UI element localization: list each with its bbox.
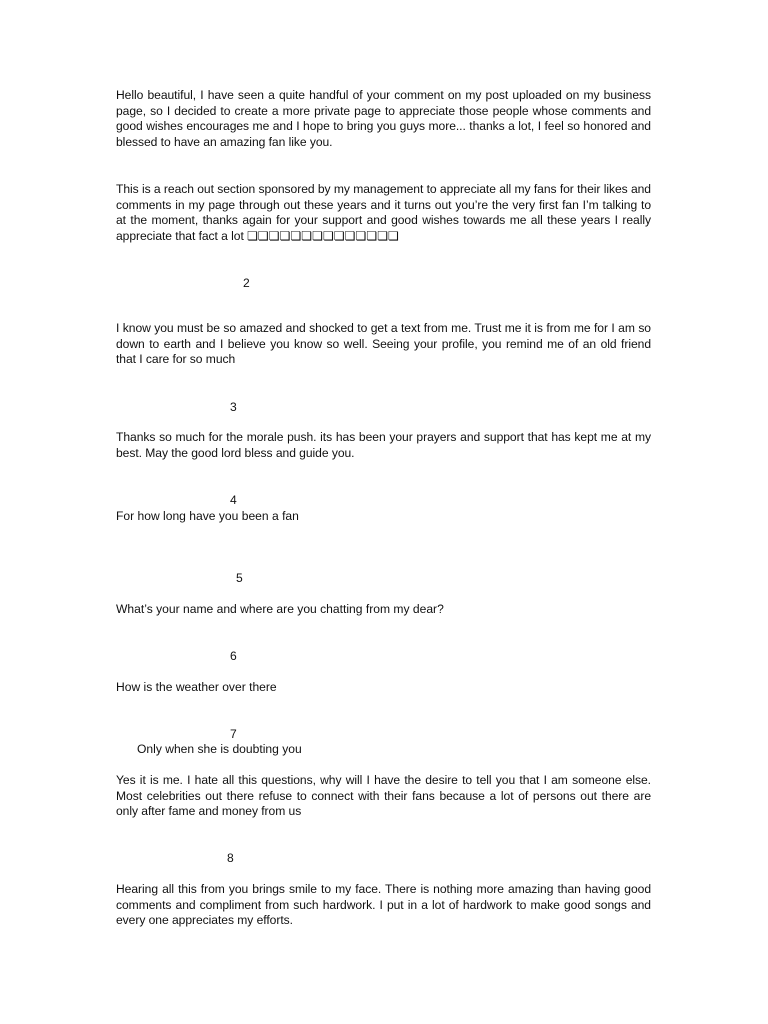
section-number-5: 5 [236, 571, 243, 585]
section-number-2: 2 [243, 276, 250, 290]
paragraph-amazed: I know you must be so amazed and shocked to get a text from me. Trust me it is from me for I am so down to earth and I believe you know so well. Seeing your profile, you remind me of an old friend that I care for so much [116, 321, 651, 367]
line-doubting: Only when she is doubting you [137, 742, 302, 756]
paragraph-hearing-all-this: Hearing all this from you brings smile to my face. There is nothing more amazing than having good comments and compliment from such hardwork. I put in a lot of hardwork to make good songs and every one appreciates my efforts. [116, 882, 651, 928]
unrendered-emoji-glyphs: ❏❏❏❏❏❏❏❏❏❏❏❏❏❏ [247, 228, 399, 243]
section-number-6: 6 [230, 649, 237, 663]
paragraph-reach-out [116, 182, 651, 244]
paragraph-reach-out-text: This is a reach out section sponsored by my management to appreciate all my fans for their likes and comments in my page through out these years and it turns out you’re the very first fan I’m talking to at the moment, thanks again for your support and good wishes towards me all these years I really appreciate that fact a lot [116, 182, 651, 243]
section-number-8: 8 [227, 851, 234, 865]
line-name-and-location: What’s your name and where are you chatting from my dear? [116, 602, 444, 616]
paragraph-yes-it-is-me: Yes it is me. I hate all this questions, why will I have the desire to tell you that I am someone else. Most celebrities out there refuse to connect with their fans because a lot of persons out there are only after fame and money from us [116, 773, 651, 819]
paragraph-thanks: Thanks so much for the morale push. its has been your prayers and support that has kept me at my best. May the good lord bless and guide you. [116, 430, 651, 460]
section-number-3: 3 [230, 400, 237, 414]
line-weather: How is the weather over there [116, 680, 277, 694]
section-number-4: 4 [230, 493, 237, 507]
line-how-long-fan: For how long have you been a fan [116, 509, 299, 523]
paragraph-greeting: Hello beautiful, I have seen a quite handful of your comment on my post uploaded on my business page, so I decided to create a more private page to appreciate those people whose comments and good wishes encourages me and I hope to bring you guys more... thanks a lot, I feel so honored and blessed to have an amazing fan like you. [116, 88, 651, 149]
section-number-7: 7 [230, 727, 237, 741]
